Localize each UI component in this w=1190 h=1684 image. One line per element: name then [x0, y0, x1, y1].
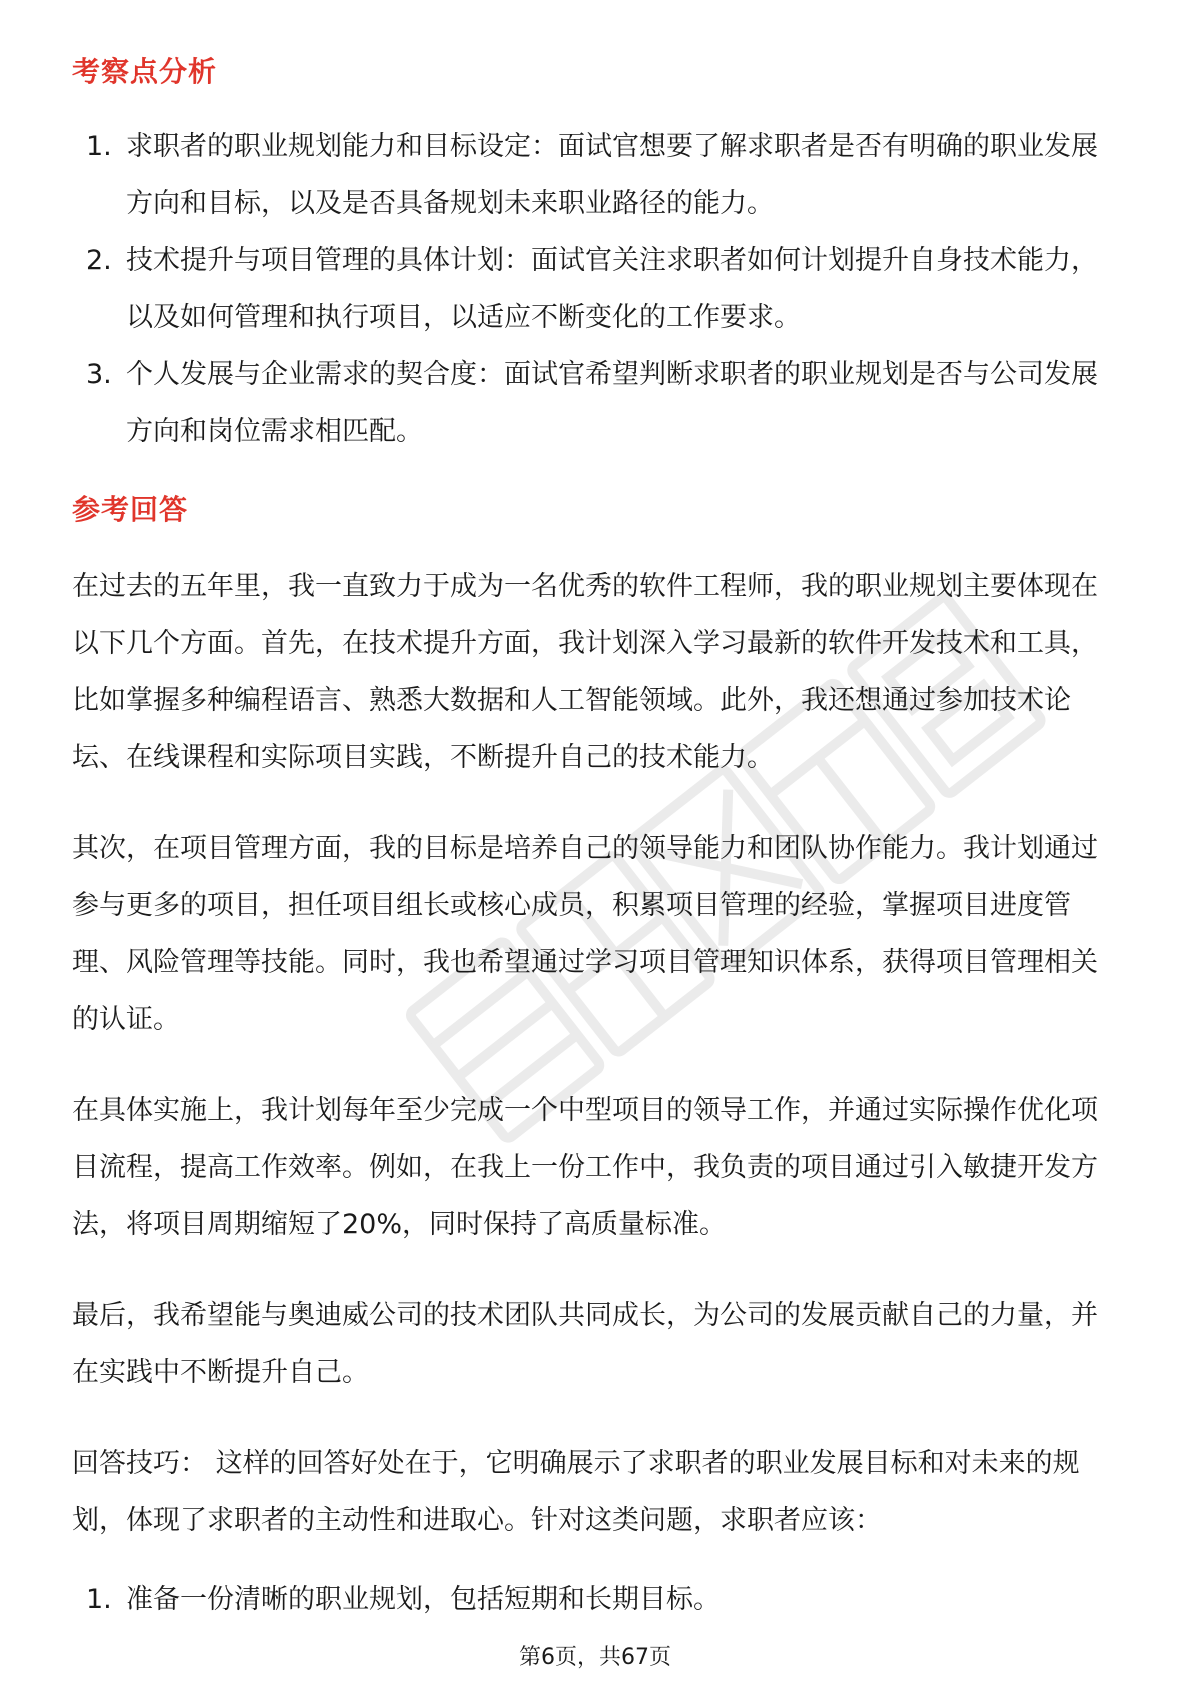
list-item-text: 技术提升与项目管理的具体计划：面试官关注求职者如何计划提升自身技术能力，以及如何管理和执行项目，以适应不断变化的工作要求。	[126, 245, 1098, 333]
analysis-list-item	[72, 346, 1122, 460]
answer-paragraph: 在具体实施上，我计划每年至少完成一个中型项目的领导工作，并通过实际操作优化项目流程，提高工作效率。例如，在我上一份工作中，我负责的项目通过引入敏捷开发方法，将项目周期缩短了20%，同时保持了高质量标准。	[72, 1095, 1098, 1240]
list-number: 3.	[86, 359, 112, 390]
analysis-section-title: 考察点分析	[72, 55, 218, 88]
list-number: 1.	[86, 131, 112, 162]
document-content	[72, 52, 1122, 1628]
analysis-list	[72, 118, 1122, 460]
tips-list-item	[72, 1571, 1122, 1628]
answer-section-title: 参考回答	[72, 493, 189, 526]
analysis-list-item	[72, 118, 1122, 232]
list-item-text: 求职者的职业规划能力和目标设定：面试官想要了解求职者是否有明确的职业发展方向和目标，以及是否具备规划未来职业路径的能力。	[126, 131, 1098, 219]
tips-list	[72, 1571, 1122, 1628]
list-item-text: 准备一份清晰的职业规划，包括短期和长期目标。	[126, 1584, 720, 1615]
list-number: 1.	[86, 1584, 112, 1615]
answer-paragraph: 最后，我希望能与奥迪威公司的技术团队共同成长，为公司的发展贡献自己的力量，并在实践中不断提升自己。	[72, 1300, 1098, 1388]
answer-paragraph: 其次，在项目管理方面，我的目标是培养自己的领导能力和团队协作能力。我计划通过参与更多的项目，担任项目组长或核心成员，积累项目管理的经验，掌握项目进度管理、风险管理等技能。同时，我也希望通过学习项目管理知识体系，获得项目管理相关的认证。	[72, 833, 1098, 1035]
page-footer: 第6页，共67页	[519, 1645, 671, 1670]
answer-paragraph: 在过去的五年里，我一直致力于成为一名优秀的软件工程师，我的职业规划主要体现在以下几个方面。首先，在技术提升方面，我计划深入学习最新的软件开发技术和工具，比如掌握多种编程语言、熟悉大数据和人工智能领域。此外，我还想通过参加技术论坛、在线课程和实际项目实践，不断提升自己的技术能力。	[72, 571, 1098, 773]
analysis-list-item	[72, 232, 1122, 346]
answer-tips-paragraph: 回答技巧： 这样的回答好处在于，它明确展示了求职者的职业发展目标和对未来的规划，体现了求职者的主动性和进取心。针对这类问题，求职者应该：	[72, 1448, 1080, 1536]
list-item-text: 个人发展与企业需求的契合度：面试官希望判断求职者的职业规划是否与公司发展方向和岗位需求相匹配。	[126, 359, 1098, 447]
list-number: 2.	[86, 245, 112, 276]
